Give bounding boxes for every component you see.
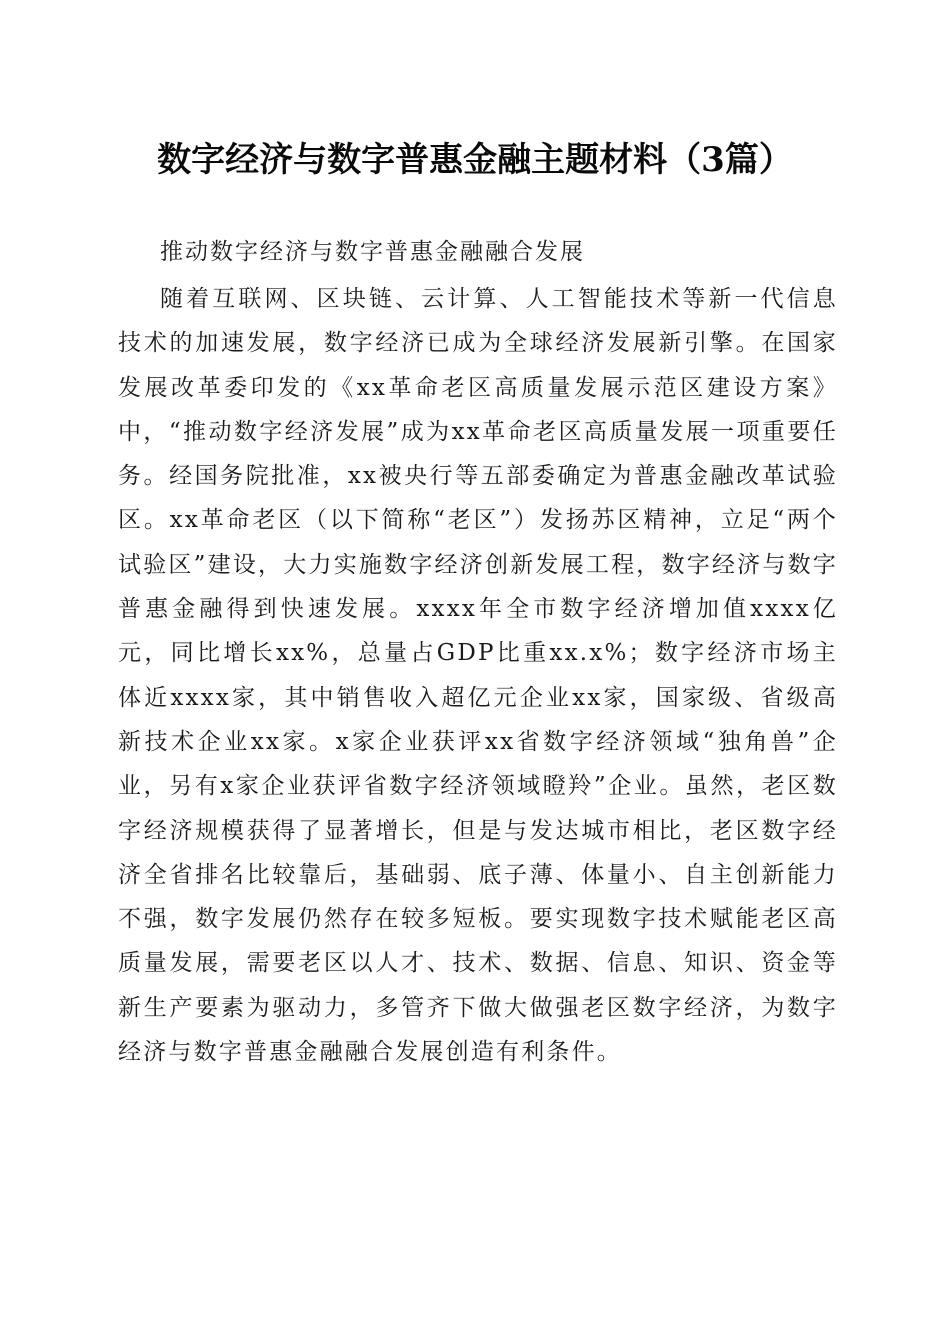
section-heading: 推动数字经济与数字普惠金融融合发展 (160, 239, 585, 265)
body-paragraph: 随着互联网、区块链、云计算、人工智能技术等新一代信息技术的加速发展，数字经济已成为全球经济发展新引擎。在国家发展改革委印发的《xx革命老区高质量发展示范区建设方案》中，“推动数字经济发展”成为xx革命老区高质量发展一项重要任务。经国务院批准，xx被央行等五部委确定为普惠金融改革试验区。xx革命老区（以下简称“老区”）发扬苏区精神，立足“两个试验区”建设，大力实施数字经济创新发展工程，数字经济与数字普惠金融得到快速发展。xxxx年全市数字经济增加值xxxx亿元，同比增长xx%，总量占GDP比重xx.x%；数字经济市场主体近xxxx家，其中销售收入超亿元企业xx家，国家级、省级高新技术企业xx家。x家企业获评xx省数字经济领域“独角兽”企业，另有x家企业获评省数字经济领域瞪羚”企业。虽然，老区数字经济规模获得了显著增长，但是与发达城市相比，老区数字经济全省排名比较靠后，基础弱、底子薄、体量小、自主创新能力不强，数字发展仍然存在较多短板。要实现数字技术赋能老区高质量发展，需要老区以人才、技术、数据、信息、知识、资金等新生产要素为驱动力，多管齐下做大做强老区数字经济，为数字经济与数字普惠金融融合发展创造有利条件。 (118, 286, 838, 1066)
document-title: 数字经济与数字普惠金融主题材料（3篇） (157, 140, 793, 180)
